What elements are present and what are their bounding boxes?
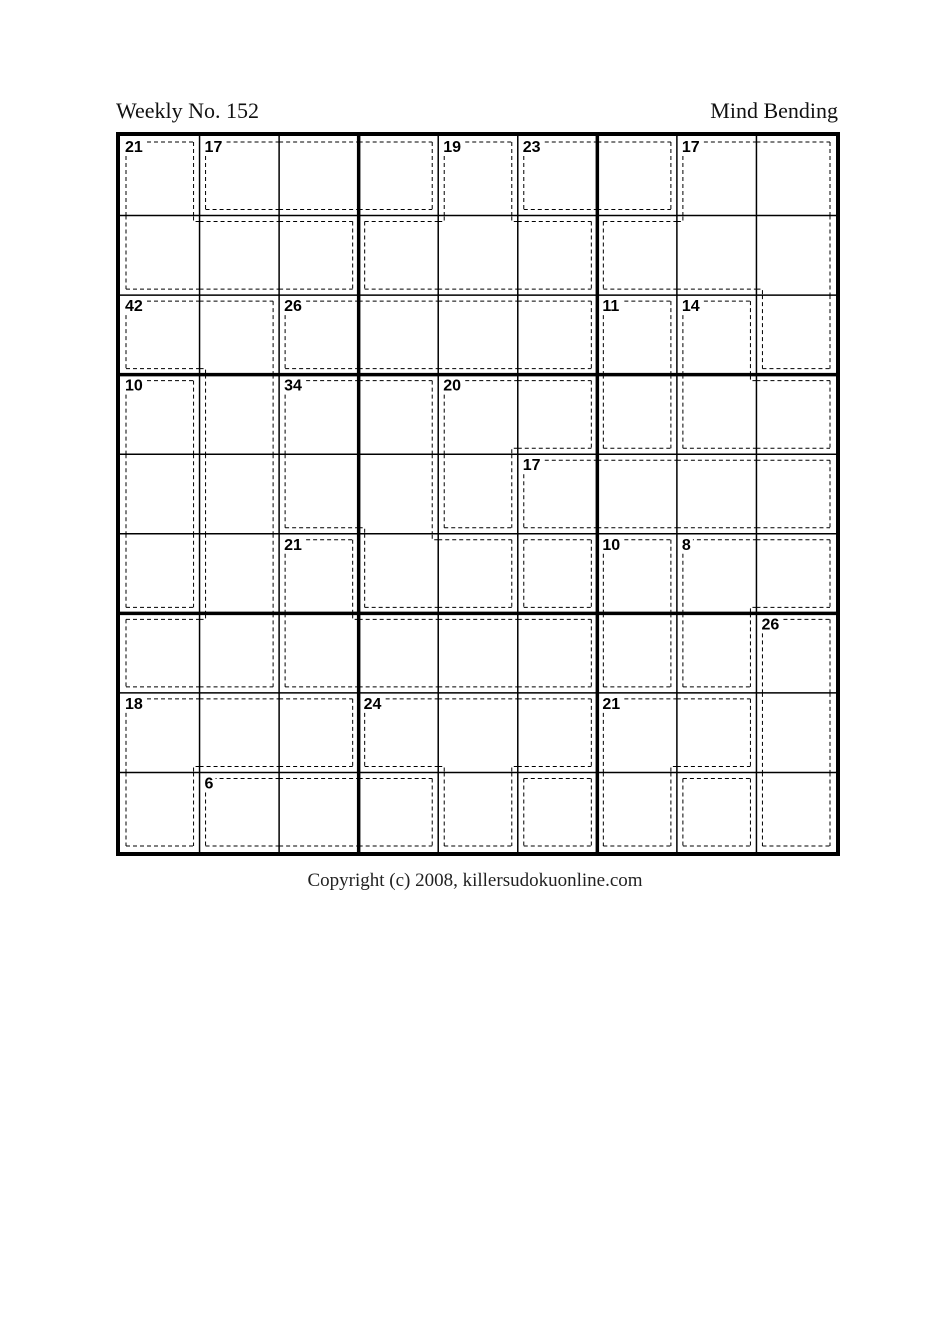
cage-border <box>512 766 518 772</box>
cage-sum-label: 24 <box>363 695 382 713</box>
cage-sum-label: 17 <box>681 139 700 156</box>
cage-sum-label: 20 <box>443 377 462 395</box>
cage-border <box>194 216 200 222</box>
cage-border <box>756 289 762 295</box>
cage-sum-label: 21 <box>284 536 302 554</box>
cage-sum-label: 18 <box>125 695 143 713</box>
cage-sum-label: 26 <box>761 616 780 634</box>
cage-border <box>438 216 444 222</box>
cage-sum-label: 10 <box>125 377 143 395</box>
grid-svg <box>120 136 836 852</box>
cage-border <box>512 448 518 454</box>
cage-sum-label: 19 <box>443 139 462 156</box>
cage-sum-label: 8 <box>681 536 691 554</box>
cage-sum-label: 34 <box>284 377 302 395</box>
cage-border <box>512 216 518 222</box>
cage-border <box>194 766 200 772</box>
cage-border <box>677 216 683 222</box>
killer-sudoku-grid <box>116 132 840 856</box>
cage-sum-label: 42 <box>125 298 143 316</box>
cage-sum-label: 26 <box>284 298 302 316</box>
cage-sum-label: 23 <box>522 139 541 156</box>
cage-border <box>432 534 438 540</box>
cage-sum-label: 21 <box>125 139 143 156</box>
cage-sum-label: 17 <box>204 139 223 156</box>
cage-border <box>438 766 444 772</box>
copyright-footer: Copyright (c) 2008, killersudokuonline.com <box>307 870 643 891</box>
cage-sum-label: 17 <box>522 457 541 475</box>
puzzle-number: Weekly No. 152 <box>116 98 260 123</box>
cage-sum-label: 21 <box>602 695 621 713</box>
cage-sum-label: 10 <box>602 536 621 554</box>
cage-sum-label: 11 <box>602 298 620 316</box>
cage-border <box>671 766 677 772</box>
page-header <box>116 98 838 128</box>
cage-sum-label: 14 <box>681 298 700 316</box>
difficulty-label: Mind Bending <box>710 98 838 123</box>
cage-sum-label: 6 <box>204 775 214 793</box>
